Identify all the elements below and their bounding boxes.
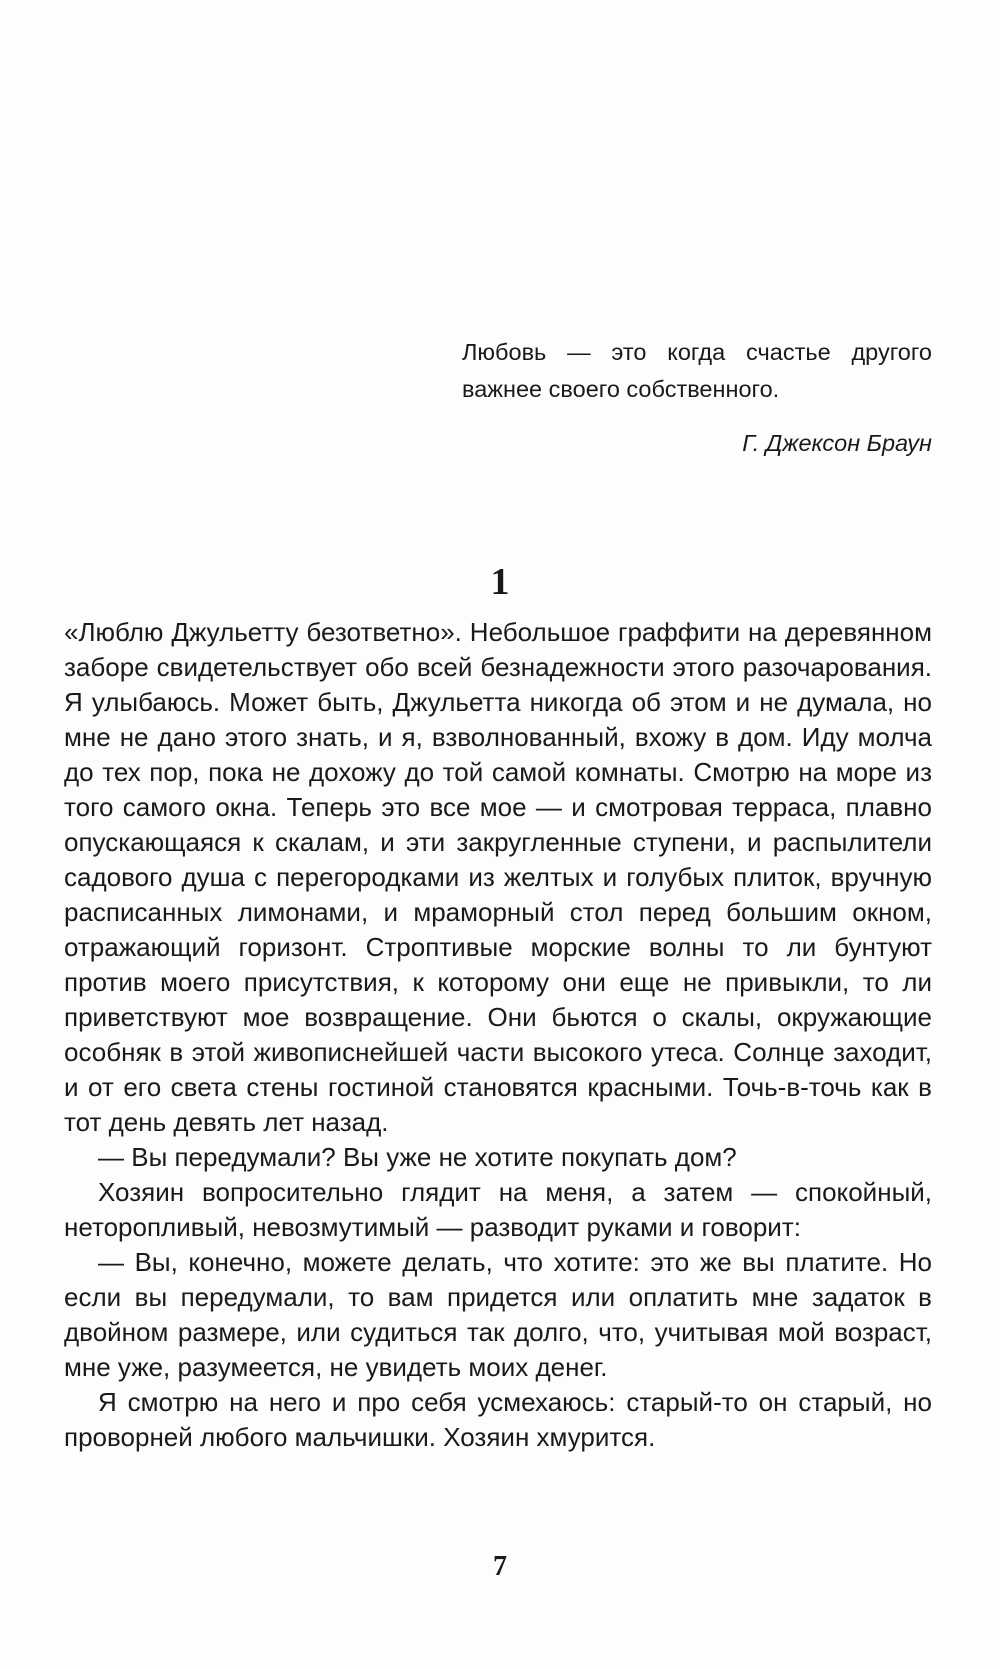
epigraph-quote: Любовь — это когда счастье другого важнее своего собственного. [462,339,932,402]
epigraph-author: Г. Джексон Браун [742,430,932,456]
paragraph: — Вы передумали? Вы уже не хотите покупать дом? [98,1142,737,1172]
paragraph: — Вы, конечно, можете делать, что хотите: это же вы платите. Но если вы передумали, то вам придется или оплатить мне задаток в двойном размере, или судиться так долго, что, учитывая мой возраст, мне уже, разумеется, не увидеть моих денег. [64,1247,932,1382]
paragraph: «Люблю Джульетту безответно». Небольшое граффити на деревянном заборе свидетельствует обо всей безнадежности этого разочарования. Я улыбаюсь. Может быть, Джульетта никогда об этом и не думала, но мне не дано этого знать, и я, взволнованный, вхожу в дом. Иду молча до тех пор, пока не дохожу до той самой комнаты. Смотрю на море из того самого окна. Теперь это все мое — и смотровая терраса, плавно опускающаяся к скалам, и эти закругленные ступени, и распылители садового душа с перегородками из желтых и голубых плиток, вручную расписанных лимонами, и мраморный стол перед большим окном, отражающий горизонт. Строптивые морские волны то ли бунтуют против моего присутствия, к которому они еще не привыкли, то ли приветствуют мое возвращение. Они бьются о скалы, окружающие особняк в этой живописнейшей части высокого утеса. Солнце заходит, и от его света стены гостиной становятся красными. Точь-в-точь как в тот день девять лет назад. [64,617,932,1137]
paragraph: Хозяин вопросительно глядит на меня, а затем — спокойный, неторопливый, невозмутимый — разводит руками и говорит: [64,1177,932,1242]
page-number: 7 [493,1551,507,1582]
paragraph: Я смотрю на него и про себя усмехаюсь: старый-то он старый, но проворней любого мальчишки. Хозяин хмурится. [64,1387,932,1452]
chapter-number: 1 [490,561,510,603]
chapter-body [64,615,932,1455]
